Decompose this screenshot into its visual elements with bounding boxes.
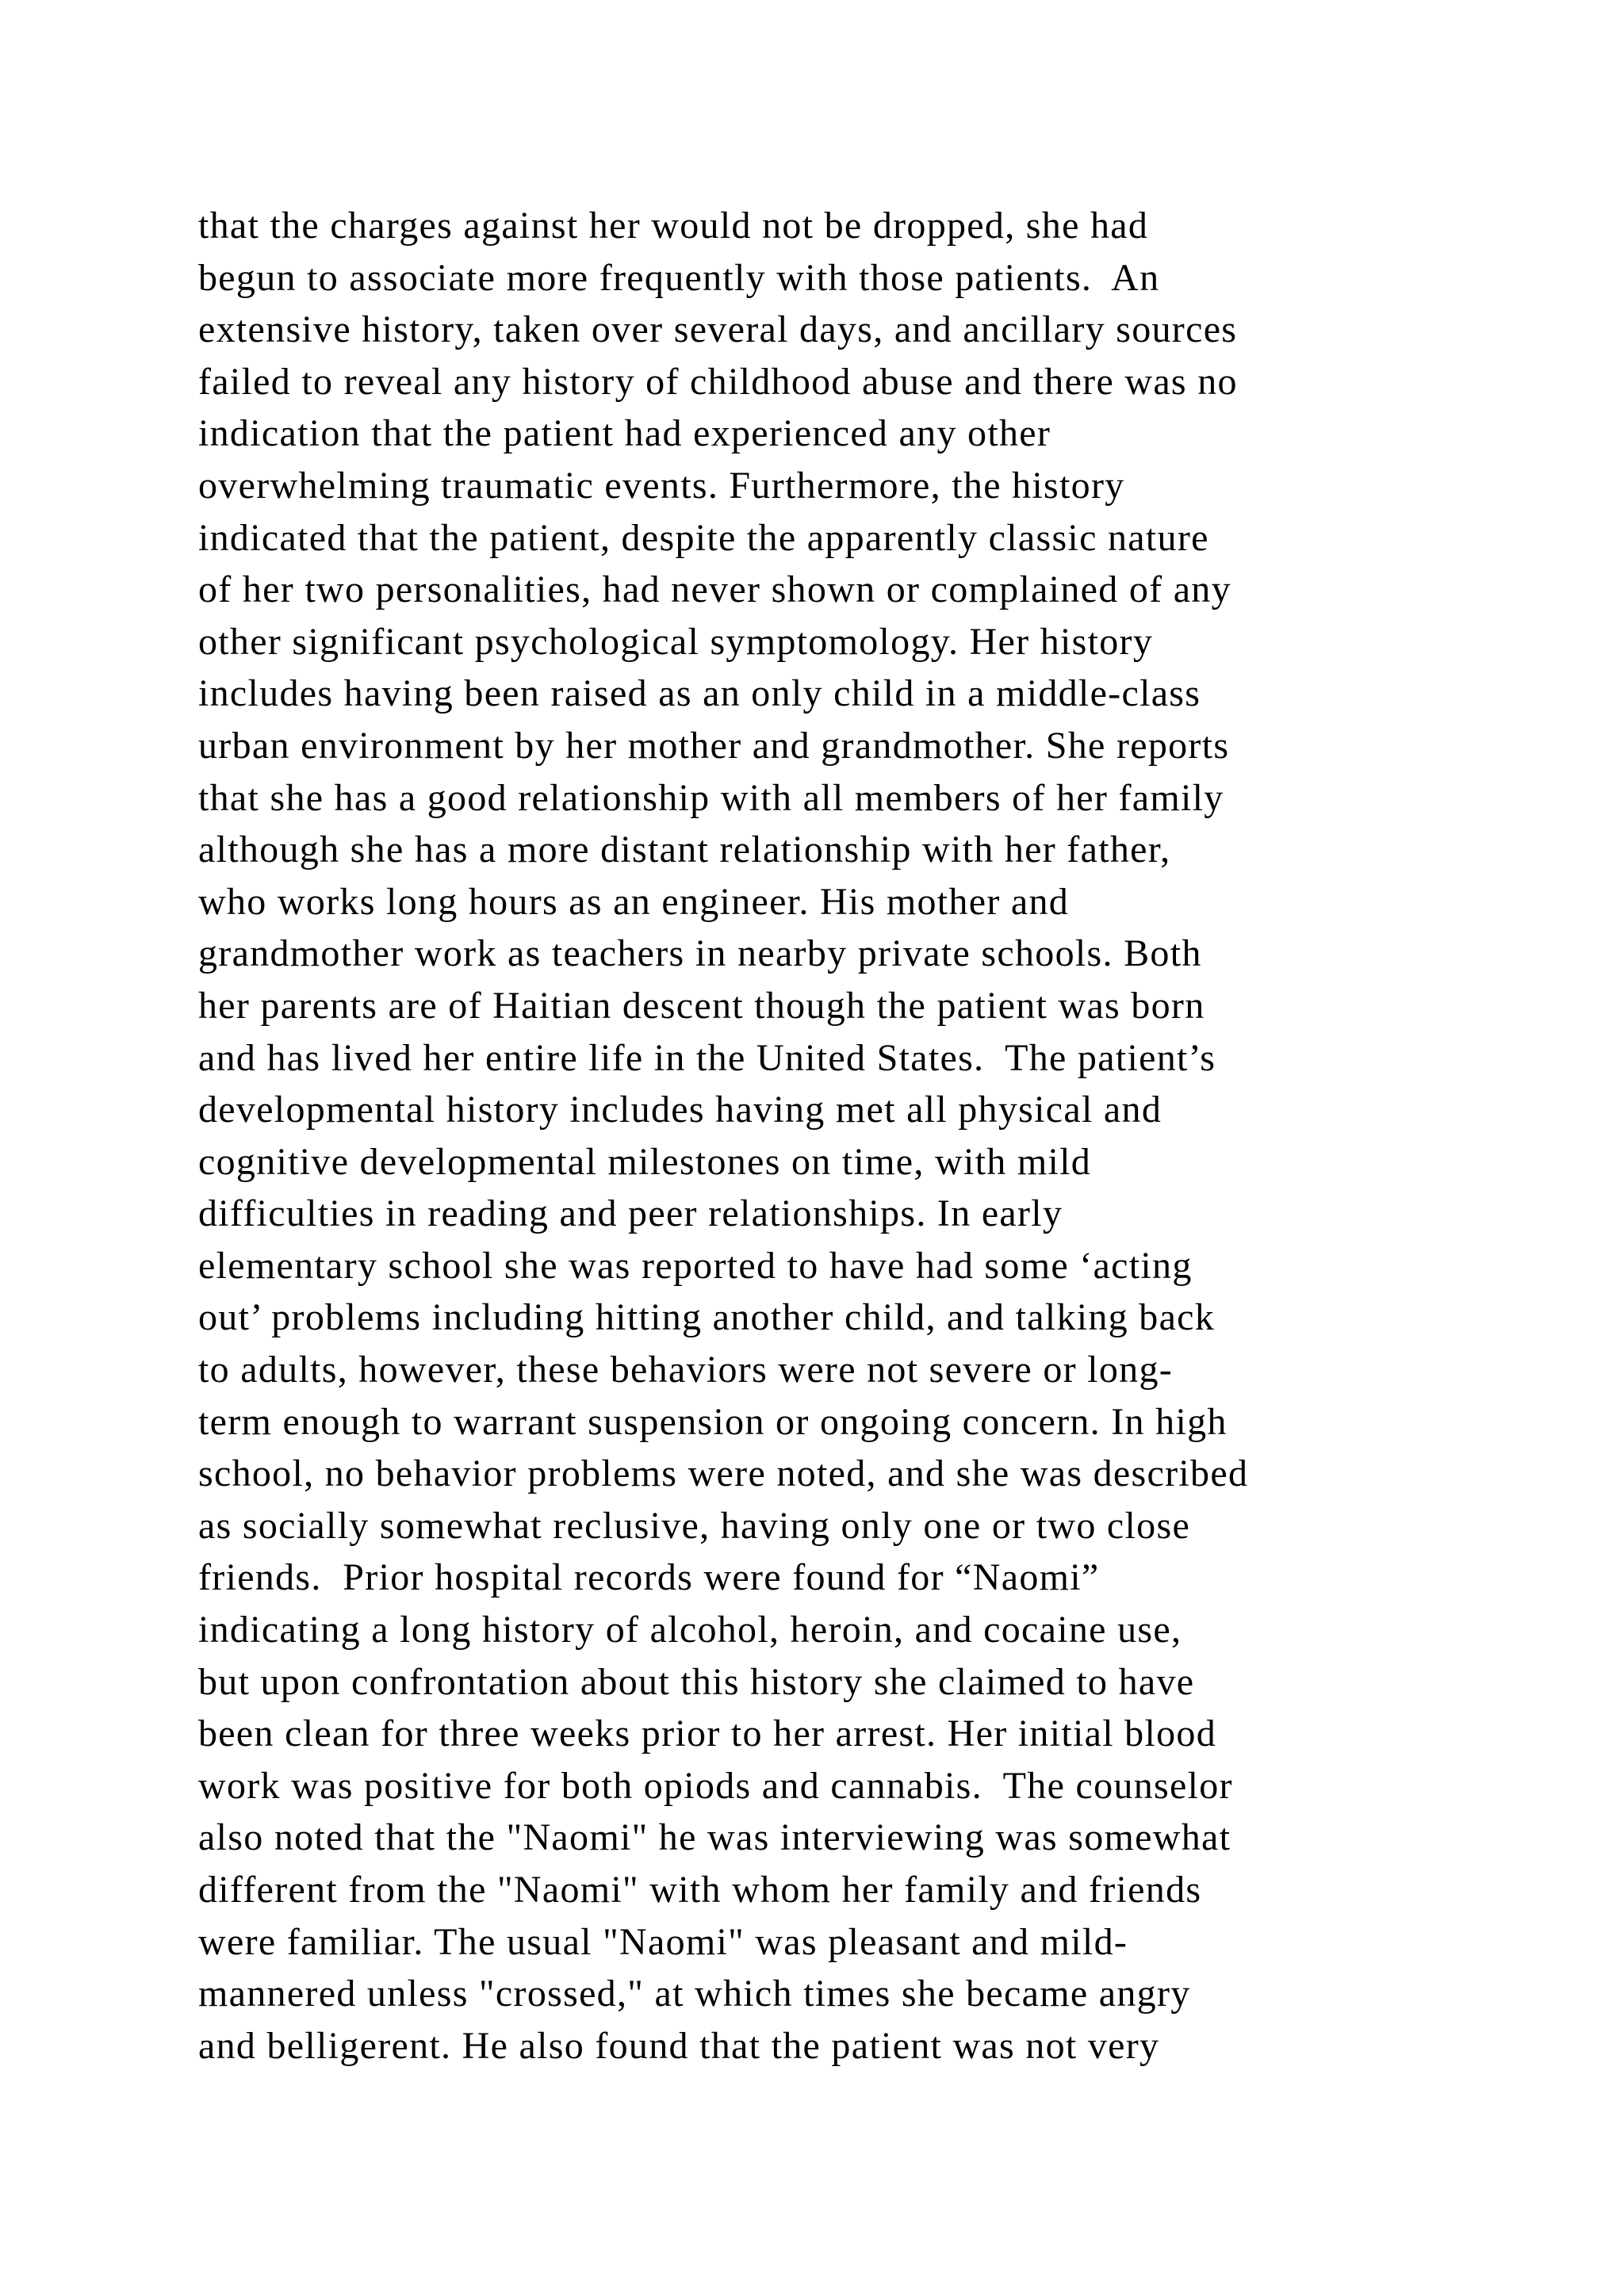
text-line: friends. Prior hospital records were found for “Naomi” xyxy=(198,1556,1100,1599)
text-line: failed to reveal any history of childhood abuse and there was no xyxy=(198,360,1238,403)
text-line: extensive history, taken over several days, and ancillary sources xyxy=(198,308,1238,351)
text-line: who works long hours as an engineer. His mother and xyxy=(198,880,1070,923)
text-line: although she has a more distant relationship with her father, xyxy=(198,828,1171,871)
text-line: urban environment by her mother and grandmother. She reports xyxy=(198,724,1230,767)
text-line: indicating a long history of alcohol, heroin, and cocaine use, xyxy=(198,1609,1182,1651)
text-line: that she has a good relationship with all members of her family xyxy=(198,776,1224,819)
text-line: school, no behavior problems were noted, and she was described xyxy=(198,1452,1249,1495)
text-line: that the charges against her would not be dropped, she had xyxy=(198,205,1149,247)
text-line: difficulties in reading and peer relationships. In early xyxy=(198,1192,1063,1235)
text-line: grandmother work as teachers in nearby private schools. Both xyxy=(198,932,1202,975)
text-line: overwhelming traumatic events. Furthermore, the history xyxy=(198,464,1125,507)
text-line: work was positive for both opiods and cannabis. The counselor xyxy=(198,1764,1233,1807)
text-line: of her two personalities, had never shown or complained of any xyxy=(198,568,1231,611)
text-line: includes having been raised as an only child in a middle-class xyxy=(198,672,1201,715)
text-line: and has lived her entire life in the United States. The patient’s xyxy=(198,1036,1216,1079)
text-line: been clean for three weeks prior to her arrest. Her initial blood xyxy=(198,1712,1217,1755)
text-line: to adults, however, these behaviors were not severe or long- xyxy=(198,1349,1174,1391)
text-line: mannered unless "crossed," at which times she became angry xyxy=(198,1973,1191,2015)
text-line: out’ problems including hitting another child, and talking back xyxy=(198,1296,1216,1339)
text-line: but upon confrontation about this history she claimed to have xyxy=(198,1660,1195,1703)
text-line: elementary school she was reported to have had some ‘acting xyxy=(198,1244,1193,1287)
text-line: were familiar. The usual "Naomi" was pleasant and mild- xyxy=(198,1920,1128,1963)
text-line: and belligerent. He also found that the patient was not very xyxy=(198,2024,1160,2067)
text-line: developmental history includes having met all physical and xyxy=(198,1089,1162,1131)
text-line: term enough to warrant suspension or ongoing concern. In high xyxy=(198,1400,1228,1443)
body-text xyxy=(198,200,1483,2072)
text-line: also noted that the "Naomi" he was interviewing was somewhat xyxy=(198,1816,1231,1859)
text-line: other significant psychological symptomology. Her history xyxy=(198,620,1154,663)
text-line: begun to associate more frequently with those patients. An xyxy=(198,256,1160,299)
text-line: cognitive developmental milestones on time, with mild xyxy=(198,1140,1092,1183)
text-line: her parents are of Haitian descent though the patient was born xyxy=(198,984,1205,1027)
text-line: as socially somewhat reclusive, having only one or two close xyxy=(198,1504,1191,1547)
text-line: indication that the patient had experienced any other xyxy=(198,412,1051,455)
text-line: indicated that the patient, despite the apparently classic nature xyxy=(198,516,1209,559)
text-line: different from the "Naomi" with whom her family and friends xyxy=(198,1869,1202,1911)
